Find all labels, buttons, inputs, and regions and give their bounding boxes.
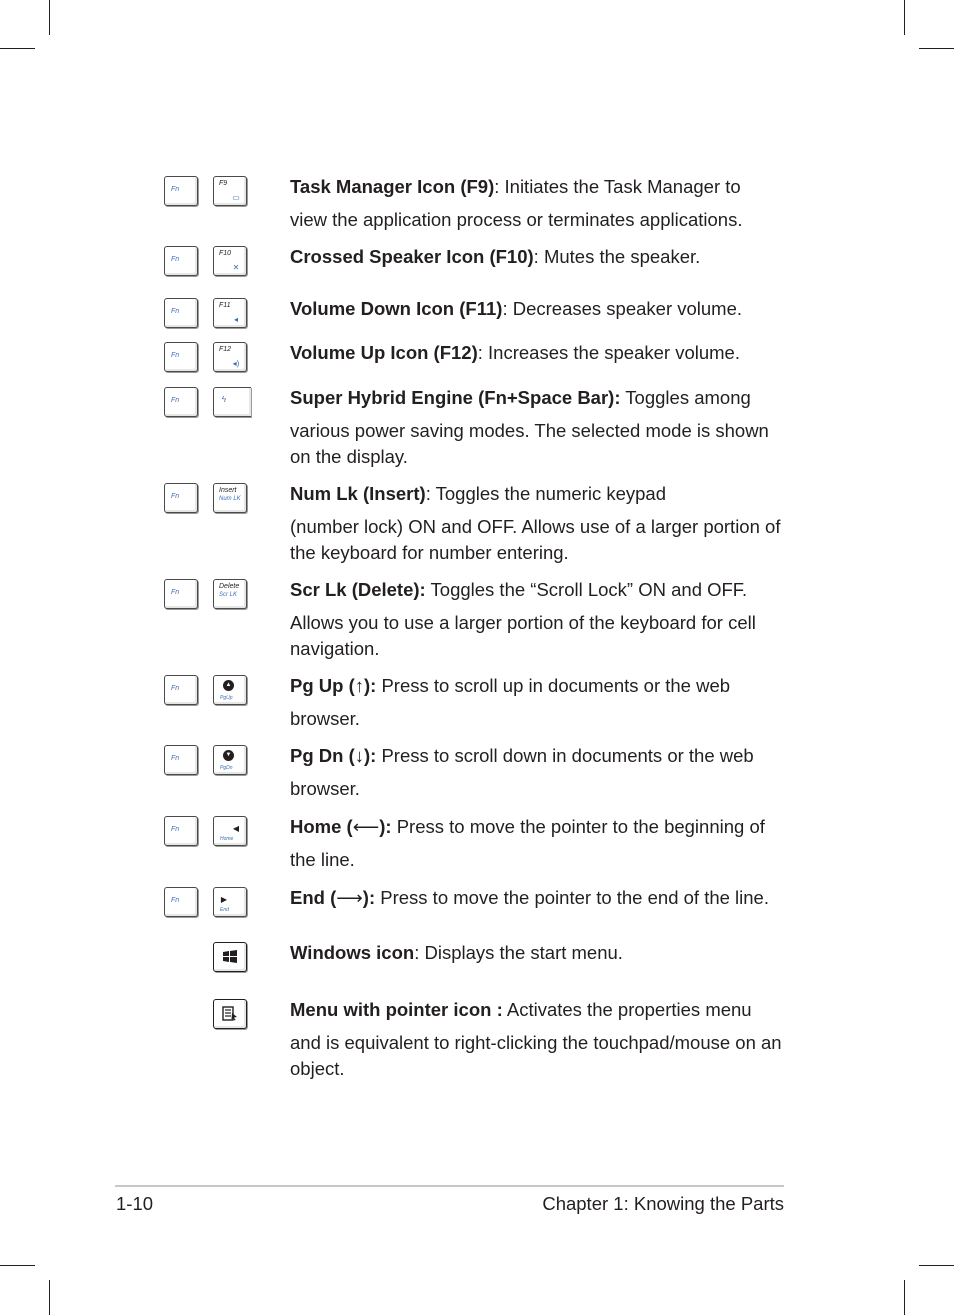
key-sublabel: PgUp bbox=[220, 695, 233, 701]
item-desc-continued: browser. bbox=[290, 708, 360, 729]
pgdn-key-icon bbox=[213, 745, 247, 775]
crop-mark bbox=[904, 1280, 905, 1315]
key-combo bbox=[163, 577, 251, 617]
item-title: Home ( bbox=[290, 816, 353, 837]
down-arrow-icon: ↓ bbox=[354, 745, 364, 766]
item-text bbox=[290, 385, 790, 470]
item-desc-continued: Allows you to use a larger portion of the keyboard for cell navigation. bbox=[290, 612, 756, 659]
key-label: Insert bbox=[219, 487, 237, 494]
end-key-icon bbox=[213, 887, 247, 917]
item-title: End ( bbox=[290, 887, 337, 908]
speaker-icon: ◂ bbox=[233, 315, 238, 324]
fn-key-icon: Fn bbox=[164, 745, 198, 775]
fn-key-icon: Fn bbox=[164, 579, 198, 609]
speaker-loud-icon: ◂) bbox=[232, 359, 240, 368]
item-desc: Press to scroll down in documents or the web bbox=[376, 745, 754, 766]
item-title: Task Manager Icon (F9) bbox=[290, 176, 495, 197]
item-text bbox=[290, 577, 790, 662]
key-label: Delete bbox=[219, 583, 240, 590]
crop-mark bbox=[0, 1265, 35, 1266]
fn-key-icon: Fn bbox=[164, 816, 198, 846]
fn-key-icon: Fn bbox=[164, 675, 198, 705]
item-desc: Activates the properties menu bbox=[502, 999, 752, 1020]
pgup-key-icon bbox=[213, 675, 247, 705]
key-sublabel: Home bbox=[220, 836, 234, 842]
crop-mark bbox=[919, 1265, 954, 1266]
key-sublabel: PgDn bbox=[220, 765, 233, 771]
key-combo bbox=[163, 296, 251, 336]
item-desc: : Decreases speaker volume. bbox=[502, 298, 743, 319]
up-arrow-icon: ↑ bbox=[354, 675, 364, 696]
item-text bbox=[290, 481, 790, 566]
key-label: F11 bbox=[219, 302, 231, 309]
key-combo bbox=[163, 385, 251, 425]
item-title: Scr Lk (Delete): bbox=[290, 579, 426, 600]
item-title: Menu with pointer icon : bbox=[290, 999, 503, 1020]
down-arrow-icon: ▼ bbox=[223, 750, 234, 761]
power-mode-icon: ϟ bbox=[221, 395, 227, 404]
item-desc: Toggles among bbox=[620, 387, 751, 408]
key-combo bbox=[163, 997, 251, 1037]
crop-mark bbox=[49, 1280, 50, 1315]
key-combo bbox=[163, 174, 251, 214]
item-desc: : Mutes the speaker. bbox=[533, 246, 701, 267]
key-combo bbox=[163, 885, 251, 925]
chapter-title: Chapter 1: Knowing the Parts bbox=[542, 1193, 784, 1214]
item-desc: Toggles the “Scroll Lock” ON and OFF. bbox=[425, 579, 748, 600]
item-desc-continued: the line. bbox=[290, 849, 355, 870]
f10-key-icon bbox=[213, 246, 247, 276]
item-title: Crossed Speaker Icon (F10) bbox=[290, 246, 534, 267]
task-manager-icon: ▭ bbox=[232, 193, 240, 202]
item-desc: Press to scroll up in documents or the web bbox=[376, 675, 731, 696]
fn-key-icon: Fn bbox=[164, 887, 198, 917]
item-text: End (⟶): Press to move the pointer to the end of the line. bbox=[290, 887, 769, 908]
item-text bbox=[290, 296, 790, 322]
key-combo bbox=[163, 814, 251, 854]
item-desc-continued: browser. bbox=[290, 778, 360, 799]
item-desc-continued: various power saving modes. The selected mode is shown on the display. bbox=[290, 420, 769, 467]
delete-key-icon bbox=[213, 579, 247, 609]
item-title: Num Lk (Insert) bbox=[290, 483, 426, 504]
item-desc: Press to move the pointer to the beginning of bbox=[391, 816, 765, 837]
f12-key-icon bbox=[213, 342, 247, 372]
right-arrow-icon: ⟶ bbox=[336, 887, 363, 908]
item-desc: : Initiates the Task Manager to bbox=[494, 176, 741, 197]
item-desc-continued: (number lock) ON and OFF. Allows use of a larger portion of the keyboard for number entering. bbox=[290, 516, 781, 563]
key-label: F12 bbox=[219, 346, 232, 353]
key-combo bbox=[163, 481, 251, 521]
key-label: F10 bbox=[219, 250, 232, 257]
key-combo bbox=[163, 673, 251, 713]
item-title: Windows icon bbox=[290, 942, 415, 963]
key-sublabel: Num LK bbox=[219, 496, 241, 502]
item-desc: : Increases the speaker volume. bbox=[477, 342, 740, 363]
key-combo bbox=[163, 340, 251, 380]
item-title: Volume Down Icon (F11) bbox=[290, 298, 503, 319]
fn-key-icon: Fn bbox=[164, 387, 198, 417]
key-combo bbox=[163, 743, 251, 783]
item-title: Pg Up ( bbox=[290, 675, 355, 696]
key-label: F9 bbox=[219, 180, 228, 187]
item-title: Pg Dn ( bbox=[290, 745, 355, 766]
left-arrow-icon: ◀ bbox=[232, 824, 240, 833]
windows-logo-icon bbox=[222, 950, 238, 964]
fn-key-icon: Fn bbox=[164, 246, 198, 276]
item-text: Pg Dn (↓): Press to scroll down in documents or the web browser. bbox=[290, 743, 790, 802]
left-arrow-icon: ⟵ bbox=[352, 816, 380, 837]
crop-mark bbox=[49, 0, 50, 35]
f11-key-icon bbox=[213, 298, 247, 328]
item-text bbox=[290, 340, 790, 366]
up-arrow-icon: ▲ bbox=[223, 680, 234, 691]
menu-pointer-icon bbox=[221, 1006, 239, 1022]
footer-rule bbox=[115, 1185, 784, 1187]
item-text bbox=[290, 997, 790, 1082]
item-desc: : Toggles the numeric keypad bbox=[425, 483, 666, 504]
page-number: 1-10 bbox=[116, 1193, 154, 1214]
item-desc: : Displays the start menu. bbox=[414, 942, 623, 963]
item-text bbox=[290, 174, 790, 233]
fn-key-icon: Fn bbox=[164, 483, 198, 513]
insert-key-icon bbox=[213, 483, 247, 513]
fn-key-icon: Fn bbox=[164, 298, 198, 328]
key-sublabel: Scr LK bbox=[219, 592, 238, 598]
item-desc: Press to move the pointer to the end of the line. bbox=[375, 887, 769, 908]
key-combo bbox=[163, 940, 251, 980]
item-text bbox=[290, 244, 790, 270]
key-combo bbox=[163, 244, 251, 284]
key-sublabel: End bbox=[220, 907, 229, 913]
fn-key-icon: Fn bbox=[164, 176, 198, 206]
item-desc-continued: and is equivalent to right-clicking the touchpad/mouse on an object. bbox=[290, 1032, 782, 1079]
item-title: Volume Up Icon (F12) bbox=[290, 342, 478, 363]
item-text: Home (⟵): Press to move the pointer to the beginning of the line. bbox=[290, 814, 790, 873]
item-desc-continued: view the application process or terminates applications. bbox=[290, 209, 743, 230]
home-key-icon bbox=[213, 816, 247, 846]
f9-key-icon bbox=[213, 176, 247, 206]
item-text: Pg Up (↑): Press to scroll up in documents or the web browser. bbox=[290, 673, 790, 732]
windows-key-icon bbox=[213, 942, 247, 972]
fn-key-icon: Fn bbox=[164, 342, 198, 372]
right-arrow-icon: ▶ bbox=[220, 895, 228, 904]
crop-mark bbox=[904, 0, 905, 35]
crossed-speaker-icon: ✕ bbox=[232, 263, 240, 272]
menu-key-icon bbox=[213, 999, 247, 1029]
space-bar-key-icon bbox=[213, 387, 251, 417]
crop-mark bbox=[919, 48, 954, 49]
item-text bbox=[290, 940, 790, 966]
crop-mark bbox=[0, 48, 35, 49]
item-title: Super Hybrid Engine (Fn+Space Bar): bbox=[290, 387, 621, 408]
